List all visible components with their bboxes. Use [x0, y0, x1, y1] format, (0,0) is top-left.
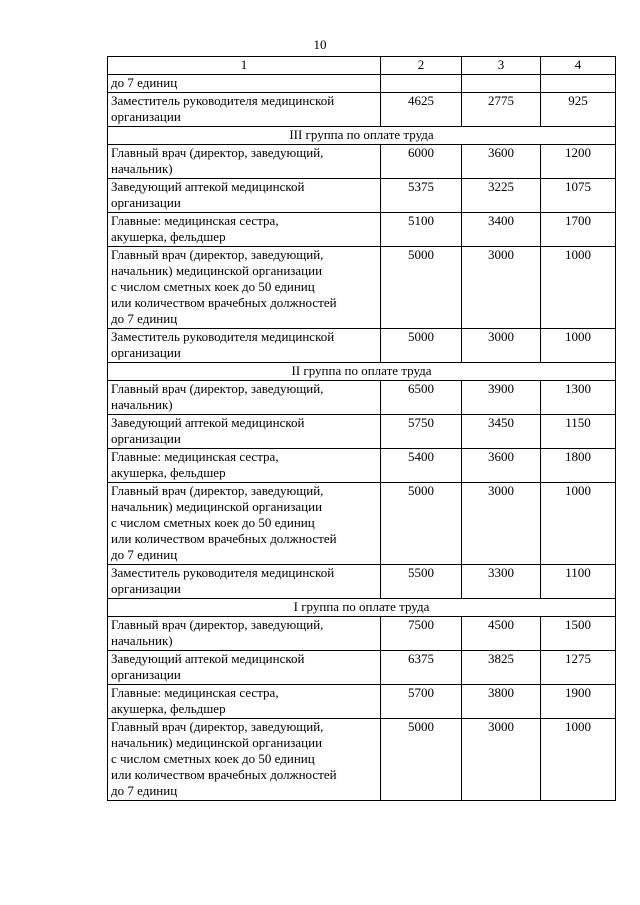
value-col3: [462, 75, 541, 93]
group-header-row: [108, 599, 616, 617]
value-col4: 925: [541, 93, 616, 127]
table-row: [108, 685, 616, 719]
position-name: Заведующий аптекой медицинской организации: [108, 651, 381, 685]
value-col4: 1275: [541, 651, 616, 685]
value-col2: 5750: [381, 415, 462, 449]
table-row: [108, 719, 616, 801]
salary-table: [107, 56, 616, 801]
value-col4: 1300: [541, 381, 616, 415]
position-name: Главный врач (директор, заведующий, начальник) медицинской организации с числом сметных коек до 50 единиц или количеством врачебных должностей до 7 единиц: [108, 719, 381, 801]
value-col3: 3825: [462, 651, 541, 685]
table-row: [108, 75, 616, 93]
value-col3: 3600: [462, 449, 541, 483]
value-col2: 5400: [381, 449, 462, 483]
value-col2: 5700: [381, 685, 462, 719]
value-col4: 1800: [541, 449, 616, 483]
value-col4: 1000: [541, 483, 616, 565]
column-header: 4: [541, 57, 616, 75]
value-col2: 7500: [381, 617, 462, 651]
value-col3: 3900: [462, 381, 541, 415]
value-col4: 1500: [541, 617, 616, 651]
position-name: Главный врач (директор, заведующий, начальник) медицинской организации с числом сметных коек до 50 единиц или количеством врачебных должностей до 7 единиц: [108, 483, 381, 565]
value-col3: 3000: [462, 483, 541, 565]
position-name: Заведующий аптекой медицинской организации: [108, 415, 381, 449]
value-col4: 1000: [541, 247, 616, 329]
table-body: [108, 57, 616, 801]
value-col4: [541, 75, 616, 93]
value-col2: 5375: [381, 179, 462, 213]
group-header-row: [108, 363, 616, 381]
value-col2: 5000: [381, 719, 462, 801]
position-name: Главный врач (директор, заведующий, начальник) медицинской организации с числом сметных коек до 50 единиц или количеством врачебных должностей до 7 единиц: [108, 247, 381, 329]
table-row: [108, 565, 616, 599]
value-col4: 1200: [541, 145, 616, 179]
value-col3: 3000: [462, 719, 541, 801]
table-row: [108, 415, 616, 449]
table-row: [108, 93, 616, 127]
table-row: [108, 247, 616, 329]
position-name: Заместитель руководителя медицинской организации: [108, 565, 381, 599]
group-title: II группа по оплате труда: [108, 363, 616, 381]
position-name: Главные: медицинская сестра, акушерка, фельдшер: [108, 449, 381, 483]
value-col4: 1075: [541, 179, 616, 213]
page-number: 10: [313, 37, 327, 52]
value-col2: 6000: [381, 145, 462, 179]
column-header: 2: [381, 57, 462, 75]
value-col2: 6500: [381, 381, 462, 415]
column-header: 1: [108, 57, 381, 75]
position-name: до 7 единиц: [108, 75, 381, 93]
position-name: Главный врач (директор, заведующий, начальник): [108, 617, 381, 651]
value-col2: [381, 75, 462, 93]
table-row: [108, 483, 616, 565]
value-col3: 3000: [462, 329, 541, 363]
value-col4: 1000: [541, 329, 616, 363]
position-name: Главный врач (директор, заведующий, начальник): [108, 381, 381, 415]
table-row: [108, 213, 616, 247]
value-col3: 3800: [462, 685, 541, 719]
value-col2: 5100: [381, 213, 462, 247]
value-col4: 1700: [541, 213, 616, 247]
position-name: Заведующий аптекой медицинской организации: [108, 179, 381, 213]
value-col3: 3300: [462, 565, 541, 599]
value-col2: 4625: [381, 93, 462, 127]
value-col2: 6375: [381, 651, 462, 685]
value-col3: 3450: [462, 415, 541, 449]
table-row: [108, 179, 616, 213]
value-col3: 3400: [462, 213, 541, 247]
position-name: Главные: медицинская сестра, акушерка, фельдшер: [108, 685, 381, 719]
value-col3: 4500: [462, 617, 541, 651]
value-col2: 5500: [381, 565, 462, 599]
value-col4: 1900: [541, 685, 616, 719]
table-row: [108, 329, 616, 363]
table-row: [108, 381, 616, 415]
position-name: Заместитель руководителя медицинской организации: [108, 329, 381, 363]
table-row: [108, 617, 616, 651]
position-name: Главные: медицинская сестра, акушерка, фельдшер: [108, 213, 381, 247]
column-header: 3: [462, 57, 541, 75]
value-col3: 3600: [462, 145, 541, 179]
value-col2: 5000: [381, 483, 462, 565]
value-col3: 3000: [462, 247, 541, 329]
group-title: I группа по оплате труда: [108, 599, 616, 617]
value-col3: 3225: [462, 179, 541, 213]
table-row: [108, 145, 616, 179]
position-name: Заместитель руководителя медицинской организации: [108, 93, 381, 127]
column-header-row: [108, 57, 616, 75]
value-col4: 1150: [541, 415, 616, 449]
table-row: [108, 449, 616, 483]
position-name: Главный врач (директор, заведующий, начальник): [108, 145, 381, 179]
value-col3: 2775: [462, 93, 541, 127]
value-col4: 1000: [541, 719, 616, 801]
value-col2: 5000: [381, 329, 462, 363]
group-title: III группа по оплате труда: [108, 127, 616, 145]
group-header-row: [108, 127, 616, 145]
value-col4: 1100: [541, 565, 616, 599]
table-row: [108, 651, 616, 685]
value-col2: 5000: [381, 247, 462, 329]
